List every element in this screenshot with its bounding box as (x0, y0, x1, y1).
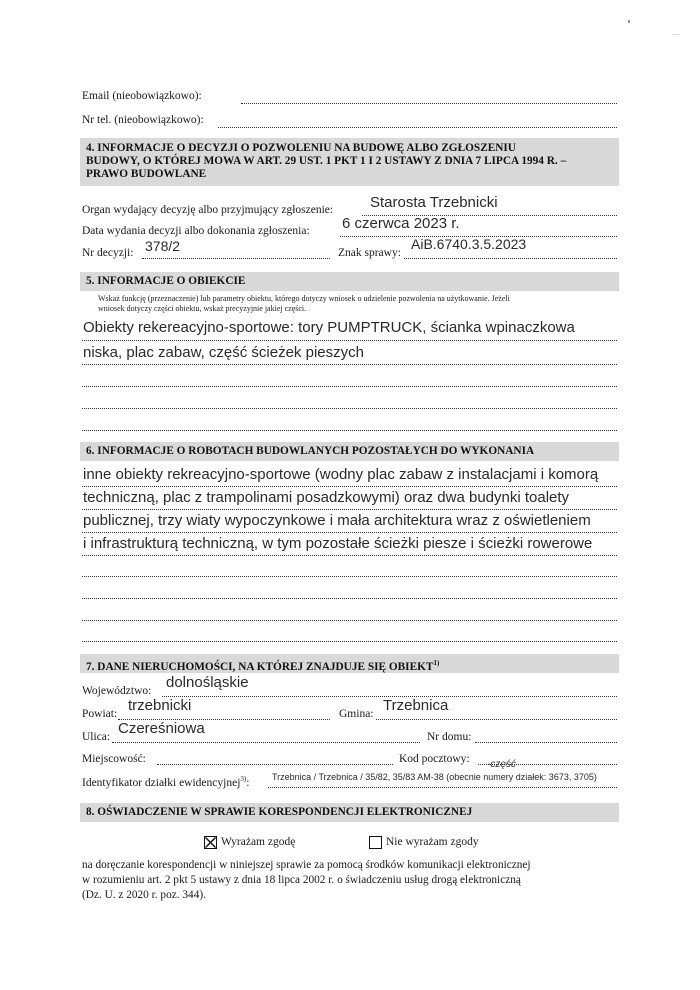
house-number-field[interactable] (475, 742, 617, 743)
object-line-1: Obiekty rekereacyjno-sportowe: tory PUMPTRUCK, ścianka wpinaczkowa (83, 319, 575, 336)
section-7-title: 7. DANE NIERUCHOMOŚCI, NA KTÓREJ ZNAJDUJE SIĘ OBIEKT$^{1)}$ (86, 659, 440, 673)
street-field[interactable] (112, 742, 420, 743)
section-6-title: 6. INFORMACJE O ROBOTACH BUDOWLANYCH POZOSTAŁYCH DO WYKONANIA (86, 445, 535, 457)
footnote-ref: 1) (433, 659, 440, 667)
parcel-annotation: -część (487, 759, 516, 770)
voivodeship-value: dolnośląskie (166, 674, 249, 691)
remaining-works-line-4: i infrastrukturą techniczną, w tym pozostałe ścieżki piesze i ścieżki rowerowe (83, 535, 593, 552)
remaining-works-line-2: techniczną, plac z trampolinami posadzkowymi) oraz dwa budynki toalety (83, 489, 570, 506)
postal-code-label: Kod pocztowy: (399, 753, 470, 765)
case-number-value: AiB.6740.3.5.2023 (411, 236, 527, 252)
section-8-title: 8. OŚWIADCZENIE W SPRAWIE KORESPONDENCJI ELEKTRONICZNEJ (86, 806, 473, 818)
section-4-title-line2: BUDOWY, O KTÓREJ MOWA W ART. 29 UST. 1 PKT 1 I 2 USTAWY Z DNIA 7 LIPCA 1994 R. – (86, 155, 567, 167)
section-4-title-line3: PRAWO BUDOWLANE (86, 168, 207, 180)
section-5-note-line1: Wskaż funkcję (przeznaczenie) lub parametry obiektu, którego dotyczy wniosek o udzielenie pozwolenia na użytkowanie. Jeżeli (98, 294, 510, 303)
consent-label: Wyrażam zgodę (221, 836, 296, 848)
section-5-note (98, 294, 618, 314)
consent-checkbox[interactable] (204, 836, 217, 849)
house-number-label: Nr domu: (427, 731, 472, 743)
town-label: Miejscowość: (82, 753, 146, 765)
no-consent-label: Nie wyrażam zgody (386, 836, 479, 848)
object-field-line-3[interactable] (82, 386, 617, 387)
section-5-header (80, 272, 619, 291)
organ-value: Starosta Trzebnicki (370, 194, 498, 211)
remaining-works-field-2[interactable] (82, 509, 617, 510)
object-line-2: niska, plac zabaw, część ścieżek pieszych (83, 344, 364, 361)
checkmark-x-icon (205, 837, 216, 848)
remaining-works-line-3: publicznej, trzy wiaty wypoczynkowe i mała architektura wraz z oświetleniem (83, 512, 591, 529)
section-8-text-line2: w rozumieniu art. 2 pkt 5 ustawy z dnia 18 lipca 2002 r. o świadczeniu usług drogą elektroniczną (82, 874, 521, 886)
section-7-header (80, 654, 619, 673)
section-8-text (82, 858, 622, 903)
section-8-text-line1: na doręczanie korespondencji w niniejszej sprawie za pomocą środków komunikacji elektronicznej (82, 859, 531, 871)
object-field-line-1[interactable] (82, 340, 617, 341)
parcel-id-value: Trzebnica / Trzebnica / 35/82, 35/83 AM-38 (obecnie numery działek: 3673, 3705) (272, 772, 597, 782)
section-4-title-line1: 4. INFORMACJE O DECYZJI O POZWOLENIU NA BUDOWĘ ALBO ZGŁOSZENIU (86, 142, 516, 154)
remaining-works-field-7[interactable] (82, 620, 617, 621)
remaining-works-field-1[interactable] (82, 486, 617, 487)
remaining-works-field-5[interactable] (82, 576, 617, 577)
date-value: 6 czerwca 2023 r. (342, 215, 460, 232)
street-value: Czereśniowa (118, 720, 205, 737)
commune-label: Gmina: (339, 708, 374, 720)
object-field-line-5[interactable] (82, 430, 617, 431)
section-5-title: 5. INFORMACJE O OBIEKCIE (86, 275, 246, 287)
county-label: Powiat: (82, 708, 118, 720)
town-field[interactable] (157, 764, 393, 765)
organ-label: Organ wydający decyzję albo przyjmujący zgłoszenie: (82, 204, 334, 216)
remaining-works-field-4[interactable] (82, 555, 617, 556)
decision-number-label: Nr decyzji: (82, 247, 134, 259)
county-value: trzebnicki (128, 697, 192, 714)
voivodeship-label: Województwo: (82, 685, 152, 697)
section-4-header (80, 138, 619, 186)
section-6-header (80, 442, 619, 461)
remaining-works-line-1: inne obiekty rekreacyjno-sportowe (wodny plac zabaw z instalacjami i komorą (83, 466, 599, 483)
commune-value: Trzebnica (383, 697, 449, 714)
scan-speck (628, 20, 630, 23)
phone-field[interactable] (218, 127, 617, 128)
scan-speck (672, 34, 680, 35)
section-8-header (80, 803, 619, 822)
phone-label: Nr tel. (nieobowiązkowo): (82, 114, 204, 126)
case-number-label: Znak sprawy: (338, 247, 401, 259)
remaining-works-field-3[interactable] (82, 532, 617, 533)
decision-number-value: 378/2 (145, 238, 181, 254)
decision-number-field[interactable] (142, 258, 330, 259)
object-field-line-2[interactable] (82, 364, 617, 365)
footnote-ref: 3) (240, 775, 247, 783)
case-number-field[interactable] (404, 258, 617, 259)
parcel-id-field[interactable] (268, 787, 617, 788)
section-8-text-line3: (Dz. U. z 2020 r. poz. 344). (82, 889, 206, 901)
section-5-note-line2: wniosek dotyczy części obiektu, wskaż precyzyjnie jakiej części. (98, 304, 307, 313)
object-field-line-4[interactable] (82, 408, 617, 409)
remaining-works-field-8[interactable] (82, 641, 617, 642)
remaining-works-field-6[interactable] (82, 598, 617, 599)
email-label: Email (nieobowiązkowo): (82, 90, 202, 102)
parcel-id-label: Identyfikator działki ewidencyjnej$^{3)}$: (82, 775, 250, 789)
date-label: Data wydania decyzji albo dokonania zgłoszenia: (82, 225, 310, 237)
email-field[interactable] (241, 103, 617, 104)
street-label: Ulica: (82, 731, 111, 743)
commune-field[interactable] (376, 719, 617, 720)
no-consent-checkbox[interactable] (369, 836, 382, 849)
